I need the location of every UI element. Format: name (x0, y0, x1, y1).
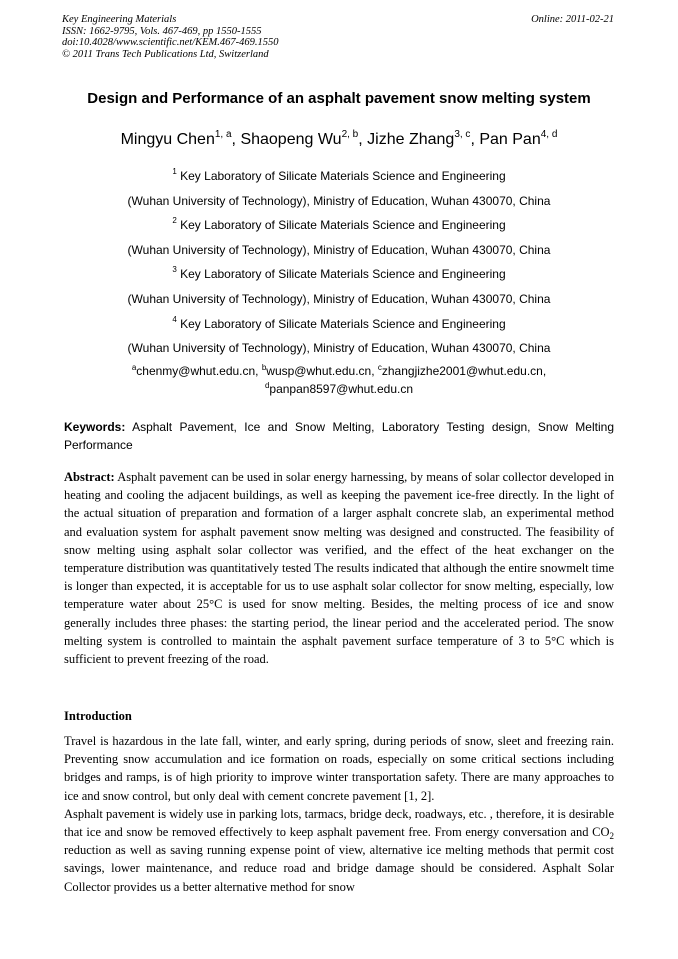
email-address[interactable]: panpan8597@whut.edu.cn (269, 382, 414, 396)
paper-title: Design and Performance of an asphalt pavement snow melting system (87, 90, 591, 107)
author-name: Mingyu Chen (120, 131, 215, 148)
author-superscript: 1, a (214, 129, 232, 140)
subscript: 2 (609, 831, 614, 842)
issn-line: ISSN: 1662-9795, Vols. 467-469, pp 1550-1555 (62, 25, 262, 37)
author-list (40, 131, 638, 149)
keywords-block (64, 418, 614, 454)
introduction-body (64, 732, 614, 896)
affiliation-number: 3 (172, 265, 177, 275)
copyright-line: © 2011 Trans Tech Publications Ltd, Switzerland (62, 48, 269, 60)
online-date: Online: 2011-02-21 (531, 14, 614, 25)
email-line (40, 362, 638, 380)
email-address[interactable]: zhangjizhe2001@whut.edu.cn, (381, 364, 547, 378)
affiliation-institution: (Wuhan University of Technology), Ministry of Education, Wuhan 430070, China (127, 193, 551, 208)
keywords-label: Keywords: (64, 420, 126, 434)
email-line (40, 380, 638, 398)
abstract-text: Asphalt pavement can be used in solar energy harnessing, by means of solar collector developed in heating and cooling the adjacent buildings, as well as keeping the pavement ice-free directly. In the light of the actual situation of preparation and formation of a larger asphalt concrete slab, an experimental method and evaluation system for asphalt pavement snow melting was designed and constructed. The feasibility of snow melting using asphalt solar collector was verified, and the effect of the heat exchanger on the temperature distribution was quantitatively tested The results indicated that although the entire snowmelt time is longer than expected, it is acceptable for us to use asphalt solar collector for snow melting, especially, low temperature water about 25°C is used for snow melting. Besides, the melting process of ice and snow generally includes three phases: the starting period, the linear period and the accelerated period. The snow melting system is controlled to maintain the asphalt pavement surface temperature of 3 to 5°C which is sufficient to prevent freezing of the road. (64, 470, 614, 667)
email-superscript: a (131, 363, 137, 372)
author-superscript: 4, d (540, 129, 558, 140)
journal-name: Key Engineering Materials (62, 14, 177, 25)
author-separator: , (231, 131, 241, 148)
affiliation-institution: (Wuhan University of Technology), Ministry of Education, Wuhan 430070, China (127, 341, 551, 356)
author-separator: , (470, 131, 480, 148)
abstract-block (64, 468, 614, 668)
email-address[interactable]: chenmy@whut.edu.cn, (136, 364, 262, 378)
affiliation-line (40, 213, 638, 238)
email-superscript: b (261, 363, 267, 372)
intro-text: reduction as well as saving running expense point of view, alternative ice melting methods that permit cost savings, lower maintenance, and reduce road and bridge damage should be considered. Asphalt Solar Collector provides us a better alternative method for snow (64, 843, 614, 894)
affiliation-lab: Key Laboratory of Silicate Materials Science and Engineering (176, 218, 506, 233)
affiliation-lab: Key Laboratory of Silicate Materials Science and Engineering (176, 267, 506, 282)
keywords-text: Asphalt Pavement, Ice and Snow Melting, Laboratory Testing design, Snow Melting Performance (64, 420, 614, 452)
author-separator: , (358, 131, 368, 148)
email-superscript: d (264, 381, 270, 390)
author-name: Pan Pan (479, 131, 541, 148)
author-name: Jizhe Zhang (367, 131, 455, 148)
abstract-label: Abstract: (64, 470, 115, 484)
affiliation-number: 4 (172, 314, 177, 324)
affiliation-line (40, 262, 638, 287)
author-superscript: 3, c (454, 129, 471, 140)
intro-paragraph: Travel is hazardous in the late fall, winter, and early spring, during periods of snow, sleet and freezing rain. Preventing snow accumulation and ice formation on roads, especially on some critical sections including bridges and ramps, is of high priority to improve winter transportation safety. There are many approaches to ice and snow control, but only deal with cement concrete pavement [1, 2]. (64, 734, 614, 803)
affiliation-lab: Key Laboratory of Silicate Materials Science and Engineering (176, 169, 506, 183)
email-superscript: c (377, 363, 382, 372)
journal-header (62, 14, 614, 60)
affiliation-line (40, 312, 638, 337)
email-block (40, 362, 638, 398)
email-address[interactable]: wusp@whut.edu.cn, (266, 364, 378, 378)
intro-paragraph (64, 805, 614, 896)
intro-text: Asphalt pavement is widely use in parking lots, tarmacs, bridge deck, roadways, etc. , therefore, it is desirable that ice and snow be removed effectively to keep asphalt pavement free. From energy conversation and CO (64, 806, 614, 840)
author-name: Shaopeng Wu (240, 131, 342, 148)
affiliation-number: 2 (172, 216, 177, 226)
affiliation-number: 1 (172, 167, 177, 176)
author-superscript: 2, b (341, 129, 359, 140)
affiliation-line (40, 164, 638, 189)
affiliation-institution: (Wuhan University of Technology), Ministry of Education, Wuhan 430070, China (127, 242, 551, 257)
doi-line[interactable]: doi:10.4028/www.scientific.net/KEM.467-469.1550 (62, 37, 279, 48)
introduction-heading: Introduction (64, 709, 132, 723)
affiliation-lab: Key Laboratory of Silicate Materials Science and Engineering (176, 316, 506, 331)
affiliation-institution: (Wuhan University of Technology), Ministry of Education, Wuhan 430070, China (127, 291, 551, 306)
affiliation-block (40, 164, 638, 361)
